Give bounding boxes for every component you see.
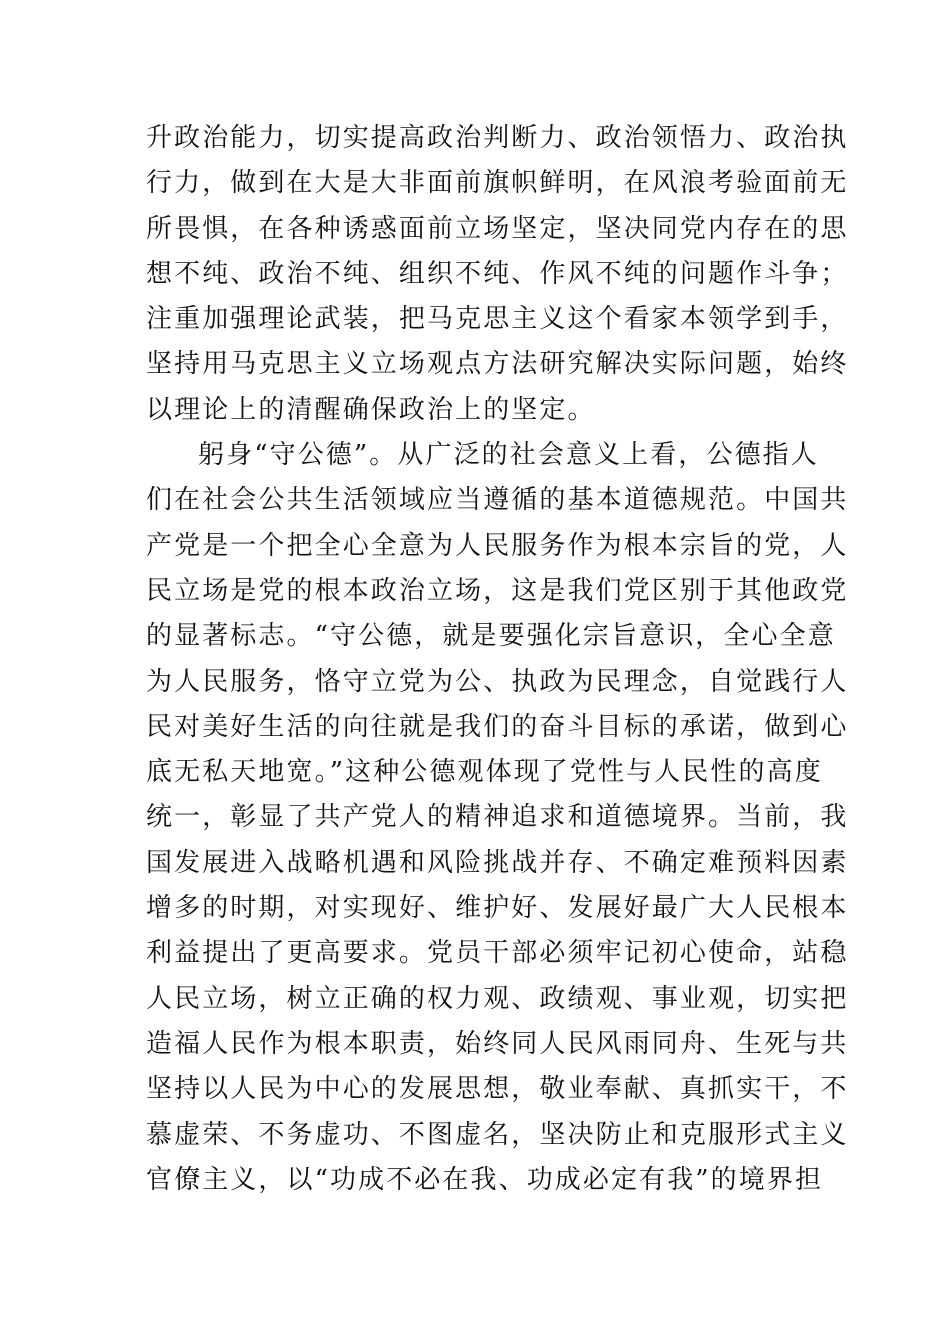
text-line: 国发展进入战略机遇和风险挑战并存、不确定难预料因素: [146, 847, 849, 878]
text-line: 所畏惧，在各种诱惑面前立场坚定，坚决同党内存在的思: [146, 213, 849, 244]
text-line: 想不纯、政治不纯、组织不纯、作风不纯的问题作斗争；: [146, 258, 849, 289]
text-line: 升政治能力，切实提高政治判断力、政治领悟力、政治执: [146, 123, 849, 153]
text-line: 民立场是党的根本政治立场，这是我们党区别于其他政党: [146, 575, 849, 606]
text-line: 官僚主义，以“功成不必在我、功成必定有我”的境界担: [146, 1164, 824, 1195]
text-line: 底无私天地宽。”这种公德观体现了党性与人民性的高度: [146, 757, 823, 788]
text-line: 注重加强理论武装，把马克思主义这个看家本领学到手，: [146, 304, 849, 335]
text-line: 利益提出了更高要求。党员干部必须牢记初心使命，站稳: [146, 938, 849, 969]
text-line: 坚持以人民为中心的发展思想，敬业奉献、真抓实干，不: [146, 1074, 849, 1105]
body-text: [146, 116, 849, 1203]
text-line: 们在社会公共生活领域应当遵循的基本道德规范。中国共: [146, 485, 849, 516]
text-line: 为人民服务，恪守立党为公、执政为民理念，自觉践行人: [146, 666, 849, 697]
text-line: 以理论上的清醒确保政治上的坚定。: [146, 394, 596, 425]
paragraph-first-line: 躬身“守公德”。从广泛的社会意义上看，公德指人: [198, 440, 819, 471]
text-line: 人民立场，树立正确的权力观、政绩观、事业观，切实把: [146, 983, 849, 1014]
text-line: 造福人民作为根本职责，始终同人民风雨同舟、生死与共: [146, 1028, 849, 1059]
text-line: 产党是一个把全心全意为人民服务作为根本宗旨的党，人: [146, 530, 849, 561]
text-line: 民对美好生活的向往就是我们的奋斗目标的承诺，做到心: [146, 711, 849, 742]
text-line: 的显著标志。“守公德，就是要强化宗旨意识，全心全意: [146, 621, 836, 652]
text-line: 增多的时期，对实现好、维护好、发展好最广大人民根本: [146, 893, 849, 924]
text-line: 行力，做到在大是大非面前旗帜鲜明，在风浪考验面前无: [146, 168, 849, 199]
text-line: 统一，彰显了共产党人的精神追求和道德境界。当前，我: [146, 802, 849, 833]
text-line: 坚持用马克思主义立场观点方法研究解决实际问题，始终: [146, 349, 849, 380]
text-line: 慕虚荣、不务虚功、不图虚名，坚决防止和克服形式主义: [146, 1119, 849, 1150]
